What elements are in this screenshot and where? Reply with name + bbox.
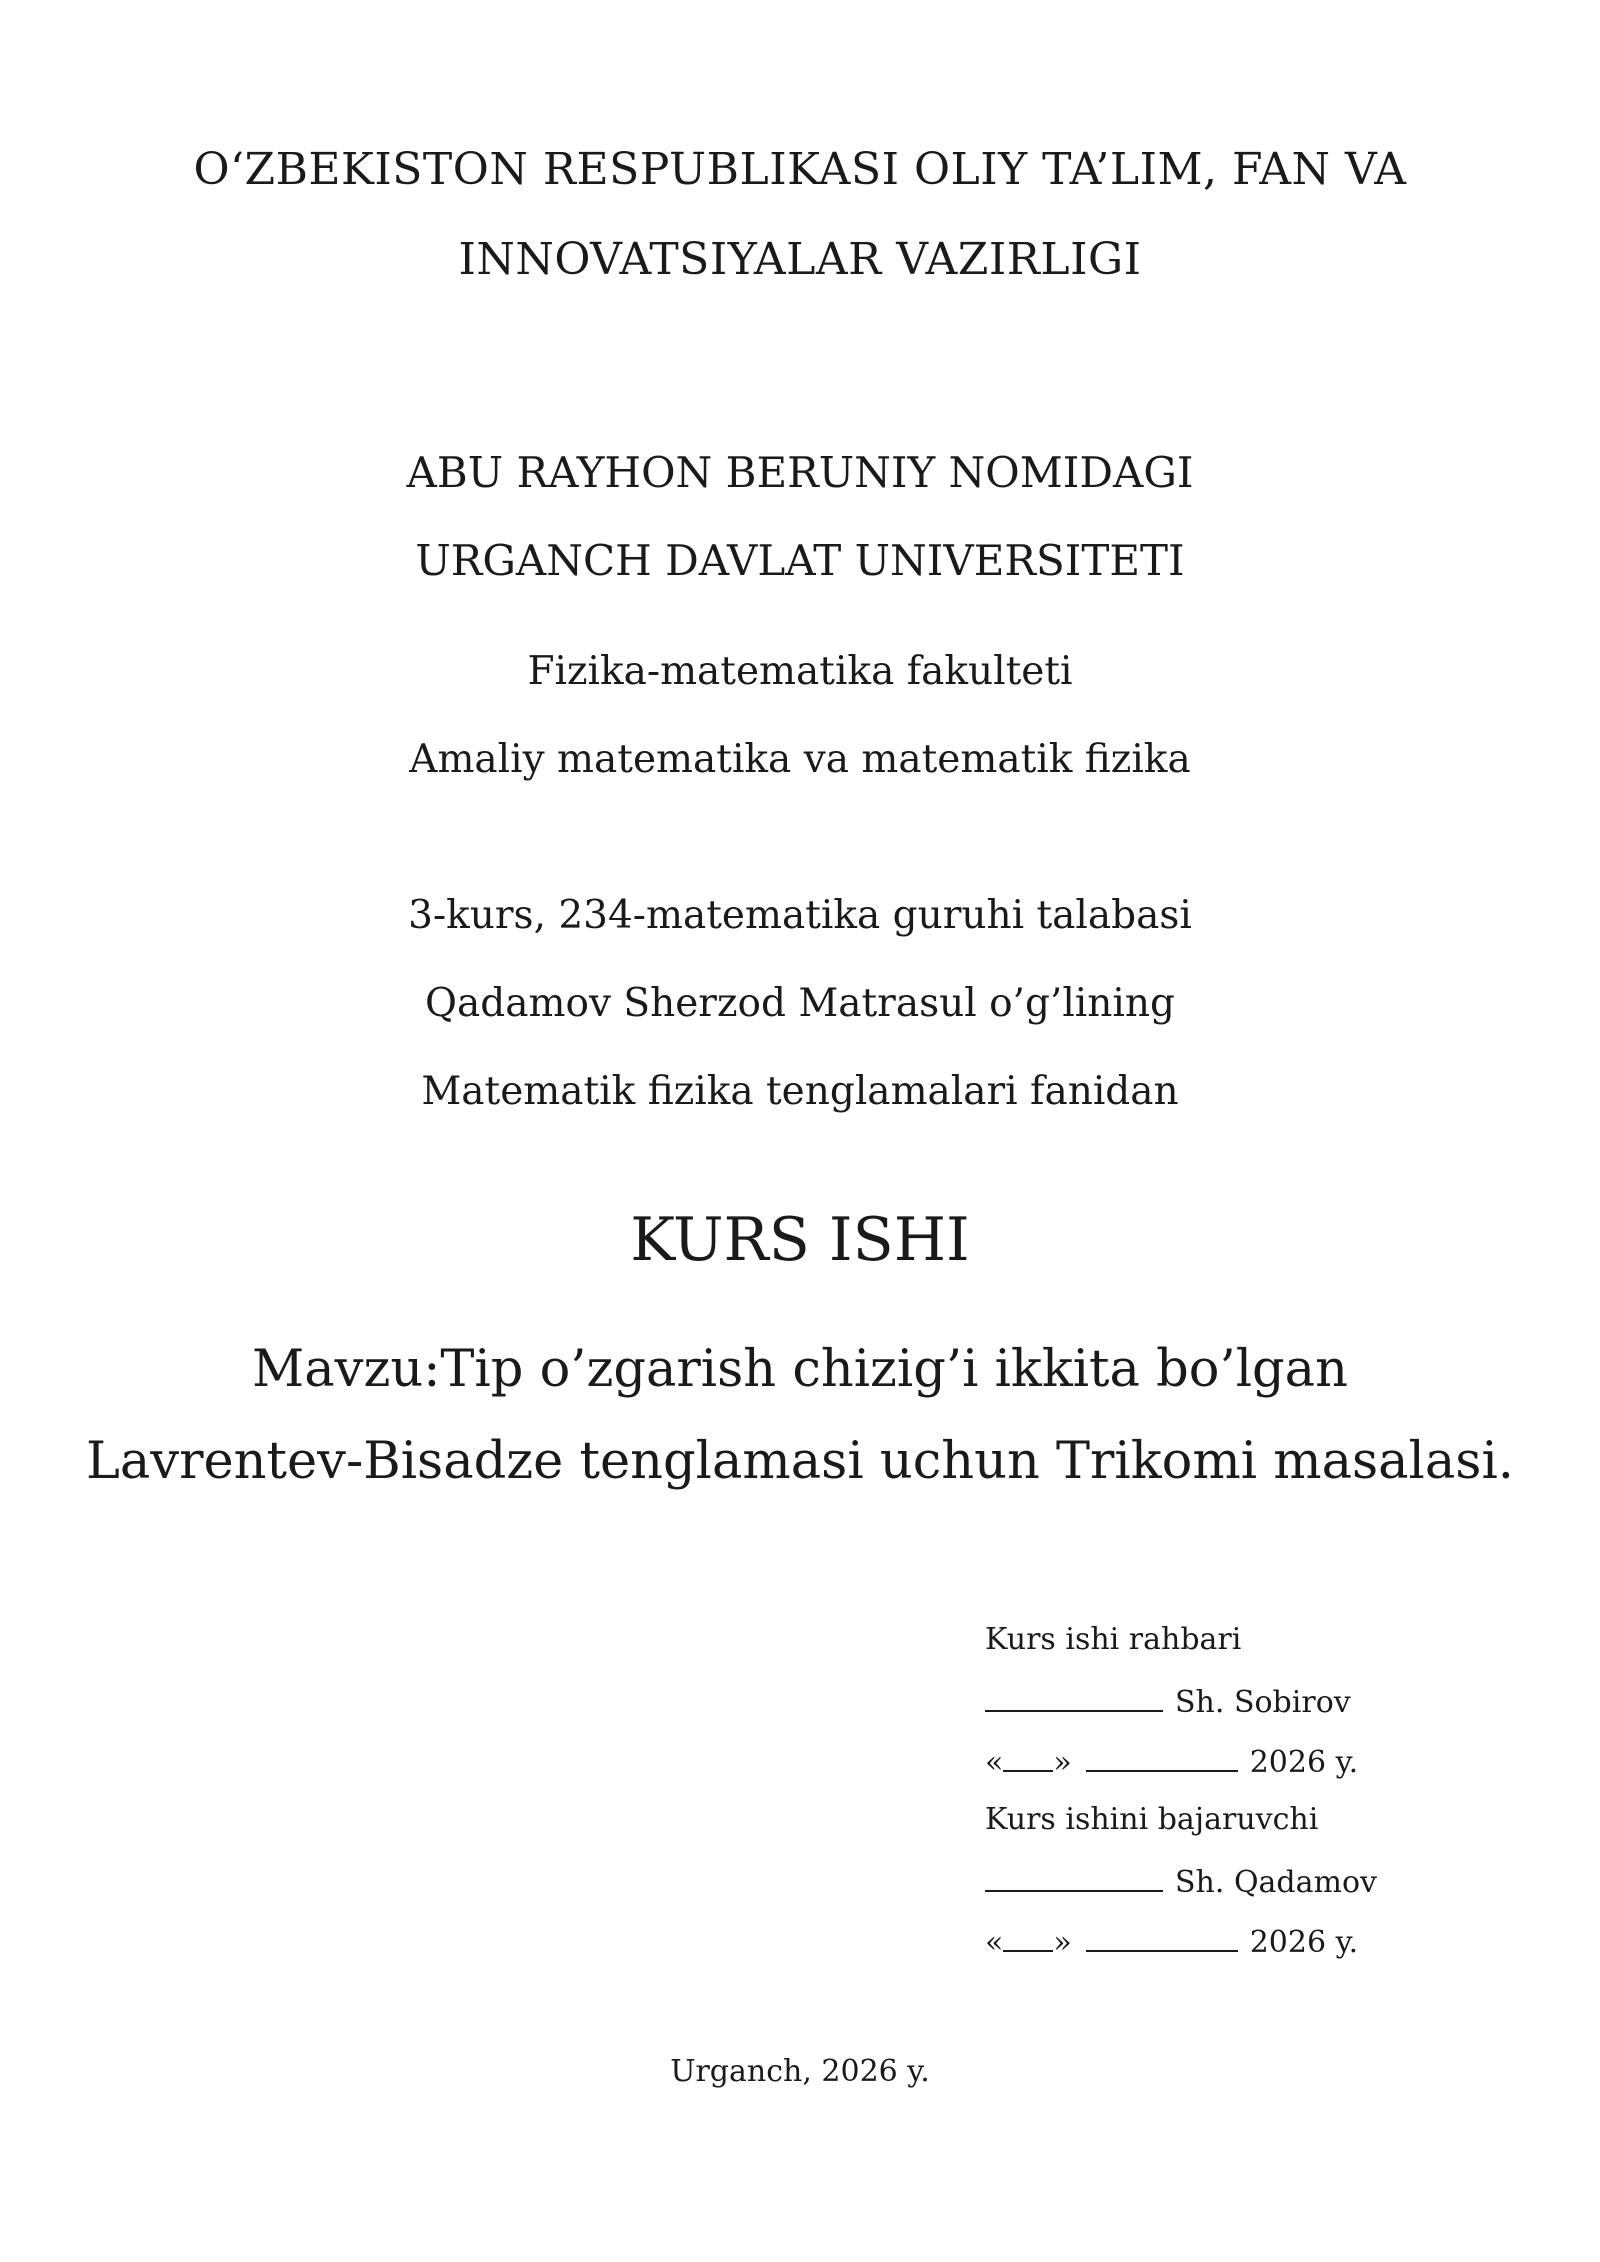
department-name: Amaliy matematika va matematik fizika [409, 737, 1191, 782]
city-year: Urganch, 2026 y. [670, 2054, 930, 2089]
university-line-2: URGANCH DAVLAT UNIVERSITETI [415, 536, 1185, 585]
executor-date-row [985, 1923, 1358, 1958]
supervisor-signature-row [985, 1683, 1351, 1718]
supervisor-year: 2026 y. [1249, 1745, 1359, 1780]
month-blank [1086, 1743, 1238, 1772]
quote-open: « [985, 1925, 1004, 1960]
ministry-line-1: O‘ZBEKISTON RESPUBLIKASI OLIY TA’LIM, FAN VA [193, 144, 1407, 195]
quote-close: » [1053, 1925, 1072, 1960]
topic-line-2: Lavrentev-Bisadze tenglamasi uchun Trikomi masalasi. [86, 1432, 1514, 1491]
supervisor-name: Sh. Sobirov [1175, 1685, 1351, 1720]
executor-name: Sh. Qadamov [1175, 1865, 1377, 1900]
supervisor-label: Kurs ishi rahbari [985, 1622, 1242, 1657]
ministry-line-2: INNOVATSIYALAR VAZIRLIGI [458, 234, 1142, 285]
signature-blank [985, 1863, 1163, 1892]
executor-signature-row [985, 1863, 1377, 1898]
student-course-group: 3-kurs, 234-matematika guruhi talabasi [408, 893, 1192, 938]
month-blank [1086, 1923, 1238, 1952]
quote-open: « [985, 1745, 1004, 1780]
supervisor-date-row [985, 1743, 1358, 1778]
executor-label: Kurs ishini bajaruvchi [985, 1802, 1319, 1837]
subject-name: Matematik fizika tenglamalari fanidan [421, 1069, 1179, 1114]
signature-blank [985, 1683, 1163, 1712]
student-name: Qadamov Sherzod Matrasul o’g’lining [425, 981, 1175, 1026]
document-title: KURS ISHI [630, 1205, 970, 1275]
topic-line-1: Mavzu:Tip o’zgarish chizig’i ikkita bo’lgan [252, 1340, 1348, 1399]
faculty-name: Fizika-matematika fakulteti [527, 649, 1073, 694]
day-blank [1003, 1923, 1053, 1952]
day-blank [1003, 1743, 1053, 1772]
university-line-1: ABU RAYHON BERUNIY NOMIDAGI [406, 448, 1194, 497]
executor-year: 2026 y. [1249, 1925, 1359, 1960]
quote-close: » [1053, 1745, 1072, 1780]
